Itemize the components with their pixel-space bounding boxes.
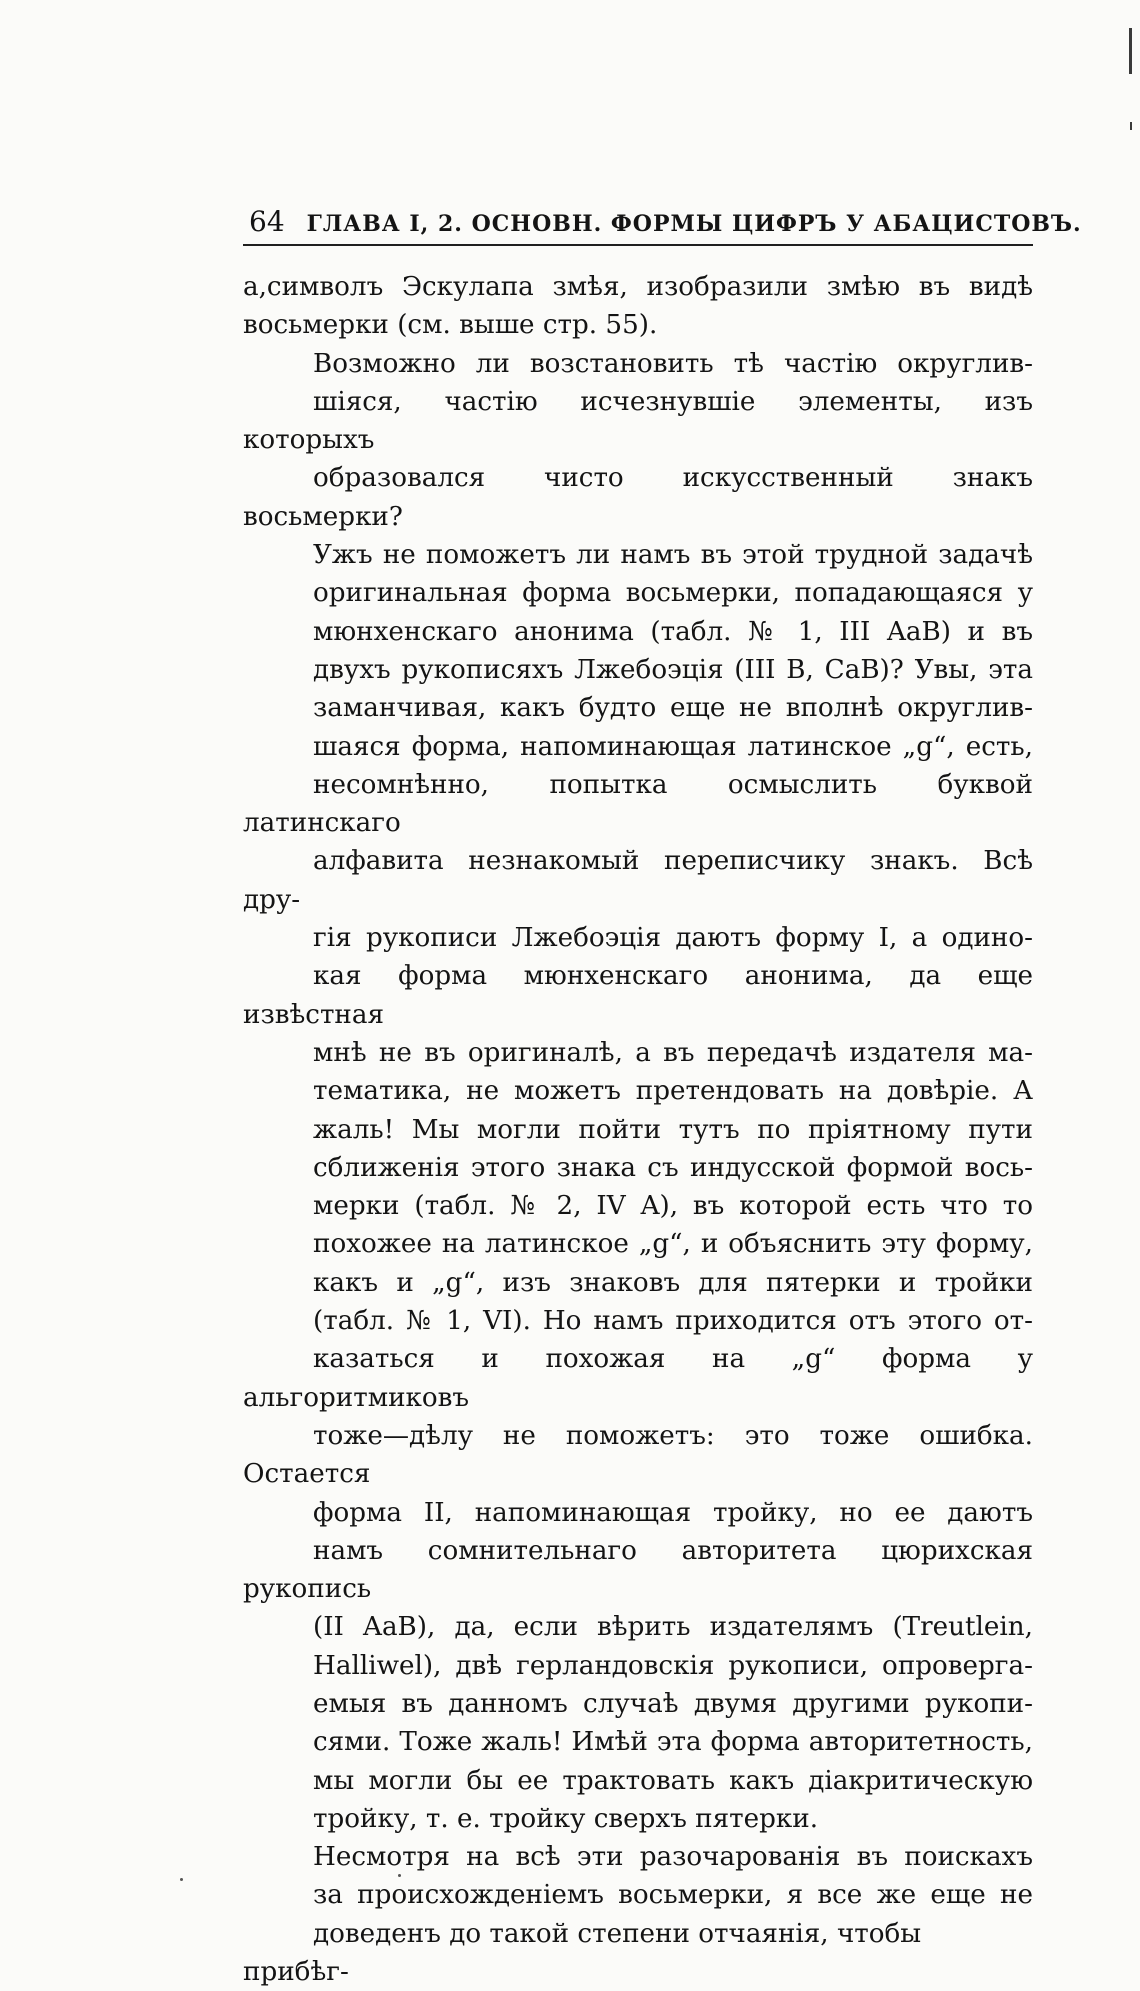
scan-speck (180, 1878, 183, 1881)
text-line: какъ и „g“, изъ знаковъ для пятерки и тройки (313, 1267, 1033, 1298)
text-line: Несмотря на всѣ эти разочарованія въ поискахъ (313, 1842, 1033, 1873)
text-line: (II AaB), да, если вѣрить издателямъ (Treutlein, (313, 1612, 1033, 1643)
running-head (243, 205, 1082, 246)
text-line: жаль! Мы могли пойти тутъ по пріятному пути (313, 1114, 1033, 1145)
text-line: доведенъ до такой степени отчаянія, чтобы прибѣг- (243, 1918, 922, 1988)
text-line: за происхожденіемъ восьмерки, я все же еще не (313, 1880, 1033, 1911)
scan-speck (398, 1874, 401, 1877)
text-line: гія рукописи Лжебоэція даютъ форму I, а одино- (313, 923, 1033, 954)
paragraph (243, 1838, 1033, 1991)
text-line: тематика, не можетъ претендовать на довѣріе. А (313, 1076, 1033, 1107)
text-line: шаяся форма, напоминающая латинское „g“, есть, (313, 731, 1033, 762)
text-line: шіяся, частію исчезнувшіе элементы, изъ которыхъ (243, 386, 1033, 456)
text-line: похожее на латинское „g“, и объяснить эту форму, (313, 1229, 1033, 1260)
text-line: форма II, напоминающая тройку, но ее даютъ (313, 1497, 1033, 1528)
chapter-heading: ГЛАВА I, 2. ОСНОВН. ФОРМЫ ЦИФРЪ У АБАЦИСТОВЪ. (306, 211, 1082, 237)
text-line: Возможно ли возстановить тѣ частію округлив- (313, 348, 1033, 379)
text-line: казаться и похожая на „g“ форма у альгоритмиковъ (243, 1344, 1033, 1413)
text-line: несомнѣнно, попытка осмыслить буквой латинскаго (243, 769, 1033, 839)
text-line: образовался чисто искусственный знакъ восьмерки? (243, 463, 1033, 532)
text-line: тоже—дѣлу не поможетъ: это тоже ошибка. Остается (243, 1420, 1033, 1490)
text-line: кая форма мюнхенскаго анонима, да еще извѣстная (243, 961, 1033, 1030)
book-page (243, 205, 1082, 1991)
text-line: двухъ рукописяхъ Лжебоэція (III B, CaB)? Увы, эта (313, 654, 1033, 685)
text-line: мюнхенскаго анонима (табл. № 1, III AaB) и въ (313, 616, 1033, 647)
paragraph (243, 345, 1033, 1839)
text-line: сями. Тоже жаль! Имѣй эта форма авторитетность, (313, 1727, 1033, 1758)
text-line: Halliwel), двѣ герландовскія рукописи, опроверга- (313, 1650, 1033, 1681)
text-line: мы могли бы ее трактовать какъ діакритическую (313, 1765, 1033, 1796)
text-line: намъ сомнительнаго авторитета цюрихская рукопись (243, 1535, 1033, 1605)
text-line: алфавита незнакомый переписчику знакъ. Всѣ дру- (243, 846, 1033, 915)
text-line: мнѣ не въ оригиналѣ, а въ передачѣ издателя ма- (313, 1037, 1033, 1068)
paragraph (243, 268, 1033, 345)
text-line: Ужъ не поможетъ ли намъ въ этой трудной задачѣ (313, 540, 1033, 571)
text-line: сближенія этого знака съ индусской формой вось- (313, 1152, 1033, 1183)
text-line: тройку, т. е. тройку сверхъ пятерки. (313, 1803, 819, 1834)
text-line: а,символъ Эскулапа змѣя, изобразили змѣю въ видѣ (243, 272, 1033, 302)
scan-edge-mark (1129, 28, 1132, 74)
text-line: восьмерки (см. выше стр. 55). (243, 310, 658, 341)
text-line: емыя въ данномъ случаѣ двумя другими рукопи- (313, 1688, 1033, 1719)
text-line: мерки (табл. № 2, IV A), въ которой есть что то (313, 1191, 1033, 1222)
text-line: оригинальная форма восьмерки, попадающаяся у (313, 578, 1033, 609)
scan-edge-mark (1130, 122, 1132, 130)
page-number: 64 (249, 205, 285, 238)
text-line: заманчивая, какъ будто еще не вполнѣ округлив- (313, 693, 1033, 724)
text-line: (табл. № 1, VI). Но намъ приходится отъ этого от- (313, 1306, 1033, 1337)
body-text (243, 268, 1033, 1991)
